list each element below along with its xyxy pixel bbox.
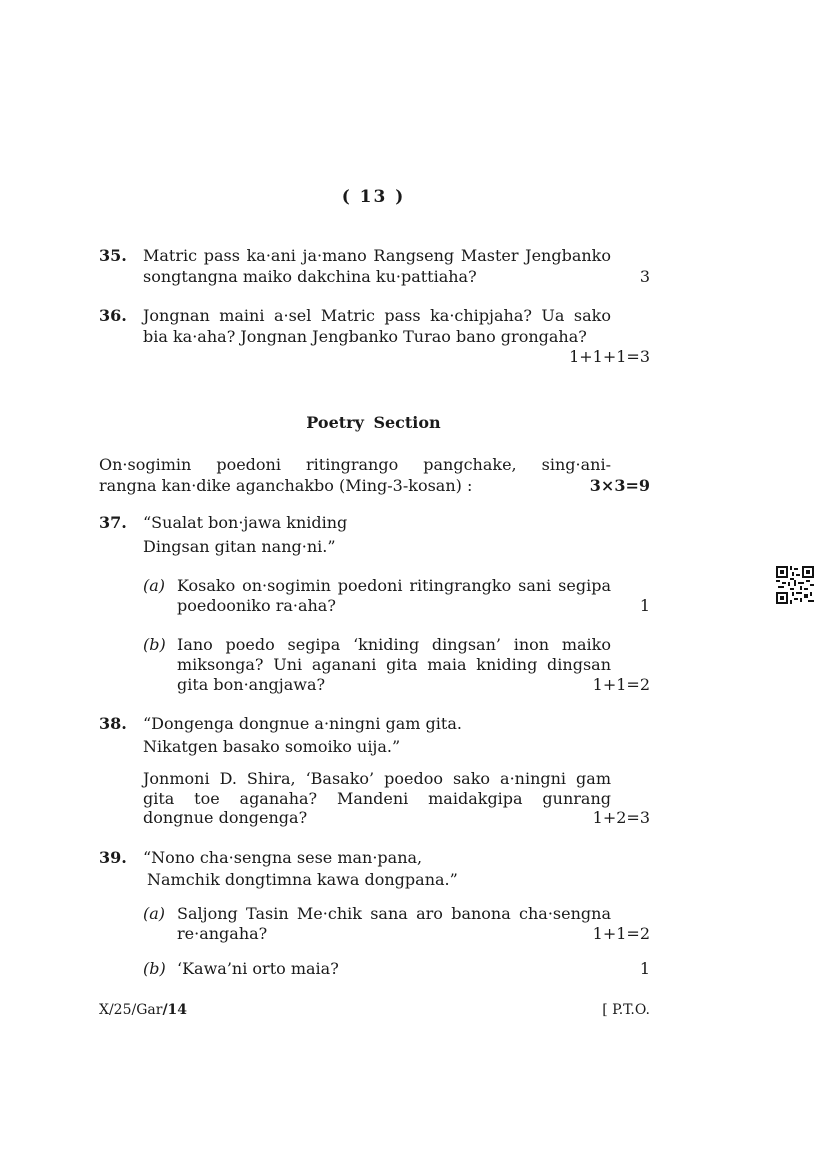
- qr-code-icon: [776, 566, 814, 604]
- question-number-37: 37.: [99, 513, 127, 532]
- question-35-marks: 3: [639, 267, 650, 286]
- question-38-quote-line-1: “Dongenga dongnue a·ningni gam gita.: [143, 714, 462, 733]
- question-37-b-marks: 1+1=2: [592, 675, 650, 694]
- poetry-instruction-marks: 3×3=9: [589, 476, 650, 495]
- question-39-b-marks: 1: [639, 959, 650, 978]
- pto-label: [ P.T.O.: [602, 1002, 650, 1018]
- question-39-quote-line-2: Namchik dongtimna kawa dongpana.”: [147, 870, 458, 889]
- question-37-a-line-2: poedooniko ra·aha?: [177, 596, 336, 615]
- question-38-text-line-2: gita toe aganaha? Mandeni maidakgipa gunrang: [143, 789, 611, 808]
- page-number: ( 13 ): [341, 187, 406, 207]
- question-38-text-line-1: Jonmoni D. Shira, ‘Basako’ poedoo sako a·ningni gam: [143, 769, 611, 788]
- poetry-instruction-line-2: rangna kan·dike aganchakbo (Ming-3-kosan) :: [99, 476, 473, 495]
- question-37-b-line-2: miksonga? Uni aganani gita maia kniding dingsan: [177, 655, 611, 674]
- question-36-line-2: bia ka·aha? Jongnan Jengbanko Turao bano grongaha?: [143, 327, 587, 346]
- question-38-text-line-3: dongnue dongenga?: [143, 808, 308, 827]
- question-36-line-1: Jongnan maini a·sel Matric pass ka·chipjaha? Ua sako: [143, 306, 611, 325]
- question-37-quote-line-2: Dingsan gitan nang·ni.”: [143, 537, 336, 556]
- question-39-a-line-1: Saljong Tasin Me·chik sana aro banona cha·sengna: [177, 904, 611, 923]
- question-number-36: 36.: [99, 306, 127, 325]
- question-37-b-line-3: gita bon·angjawa?: [177, 675, 326, 694]
- question-36-marks: 1+1+1=3: [569, 347, 650, 366]
- question-37-b-label: (b): [143, 635, 166, 654]
- question-number-39: 39.: [99, 848, 127, 867]
- question-number-35: 35.: [99, 246, 127, 265]
- poetry-section-heading: Poetry Section: [306, 413, 441, 432]
- question-37-a-marks: 1: [639, 596, 650, 615]
- question-37-a-label: (a): [143, 576, 166, 595]
- question-37-quote-line-1: “Sualat bon·jawa kniding: [143, 513, 348, 532]
- question-39-a-label: (a): [143, 904, 166, 923]
- question-number-38: 38.: [99, 714, 127, 733]
- question-37-a-line-1: Kosako on·sogimin poedoni ritingrangko sani segipa: [177, 576, 611, 595]
- question-35-line-1: Matric pass ka·ani ja·mano Rangseng Master Jengbanko: [143, 246, 611, 265]
- poetry-instruction-line-1: On·sogimin poedoni ritingrango pangchake, sing·ani-: [99, 455, 611, 474]
- paper-code-prefix: X/25/Gar: [99, 1002, 163, 1018]
- question-37-b-line-1: Iano poedo segipa ‘kniding dingsan’ inon maiko: [177, 635, 611, 654]
- question-39-b-label: (b): [143, 959, 166, 978]
- paper-code-suffix: /14: [162, 1002, 188, 1018]
- paper-code: [99, 1001, 187, 1019]
- question-39-a-line-2: re·angaha?: [177, 924, 268, 943]
- question-39-quote-line-1: “Nono cha·sengna sese man·pana,: [143, 848, 423, 867]
- question-39-b-text: ‘Kawa’ni orto maia?: [177, 959, 339, 978]
- question-38-quote-line-2: Nikatgen basako somoiko uija.”: [143, 737, 401, 756]
- question-39-a-marks: 1+1=2: [592, 924, 650, 943]
- question-38-marks: 1+2=3: [592, 808, 650, 827]
- question-35-line-2: songtangna maiko dakchina ku·pattiaha?: [143, 267, 477, 286]
